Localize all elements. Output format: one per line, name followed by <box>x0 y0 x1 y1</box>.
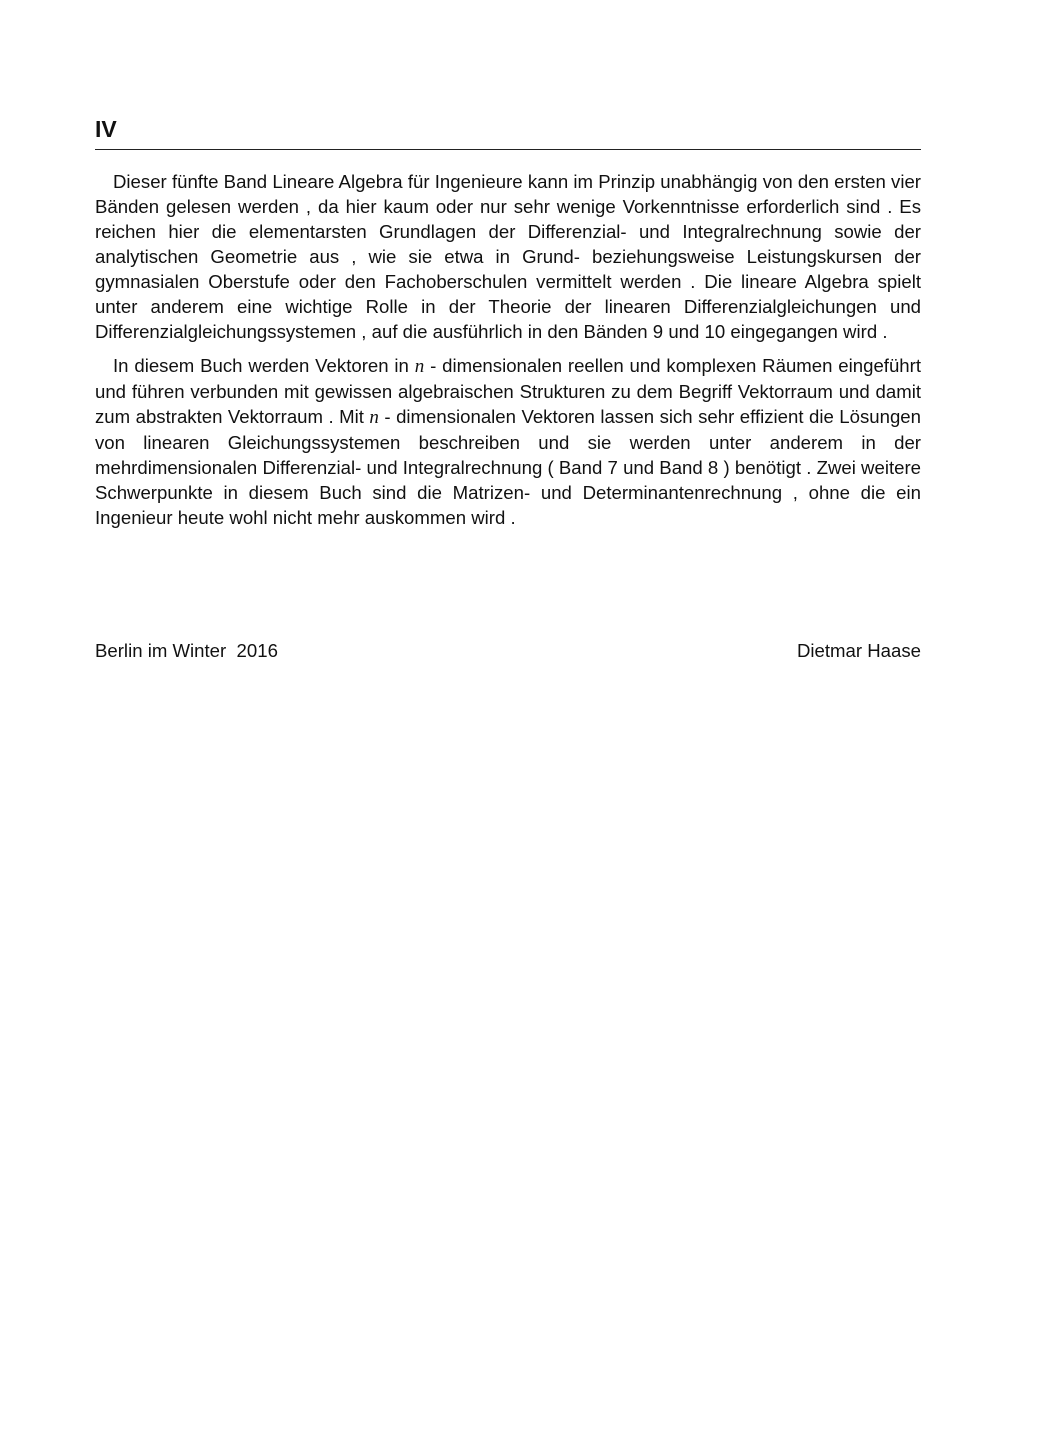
math-variable-n: n <box>369 407 379 428</box>
paragraph-2-text-1: In diesem Buch werden Vektoren in <box>113 355 415 376</box>
header-rule <box>95 149 921 150</box>
paragraph-2-text-2: - dimensionalen reellen und komplexen Räumen eingeführt und führen verbunden mit gewissen algebraischen Strukturen zu dem Begriff Vektorraum und damit zum abstrakten Vektorraum . Mit <box>95 355 921 427</box>
author-name: Dietmar Haase <box>796 640 921 661</box>
preface-paragraph-1: Dieser fünfte Band Lineare Algebra für Ingenieure kann im Prinzip unabhängig von den ersten vier Bänden gelesen werden , da hier kaum oder nur sehr wenige Vorkenntnisse erforderlich sind . Es reichen hier die elementarsten Grundlagen der Differenzial- und Integralrechnung sowie der analytischen Geometrie aus , wie sie etwa in Grund- beziehungsweise Leistungskursen der gymnasialen Oberstufe oder den Fachoberschulen vermittelt werden . Die lineare Algebra spielt unter anderem eine wichtige Rolle in der Theorie der linearen Differenzialgleichungen und Differenzialgleichungssystemen , auf die ausführlich in den Bänden 9 und 10 eingegangen wird . <box>95 171 921 342</box>
signature-line <box>95 638 921 663</box>
paragraph-2-text-3: - dimensionalen Vektoren lassen sich sehr effizient die Lösungen von linearen Gleichungssystemen beschreiben und sie werden unter anderem in der mehrdimensionalen Differenzial- und Integralrechnung ( Band 7 und Band 8 ) benötigt . Zwei weitere Schwerpunkte in diesem Buch sind die Matrizen- und Determinantenrechnung , ohne die ein Ingenieur heute wohl nicht mehr auskommen wird . <box>95 406 921 528</box>
preface-body <box>95 169 921 530</box>
math-variable-n: n <box>414 356 425 377</box>
page-number-heading: IV <box>95 116 117 142</box>
place-and-date: Berlin im Winter 2016 <box>95 640 278 661</box>
book-page <box>95 112 921 661</box>
preface-paragraph-2 <box>95 353 921 530</box>
